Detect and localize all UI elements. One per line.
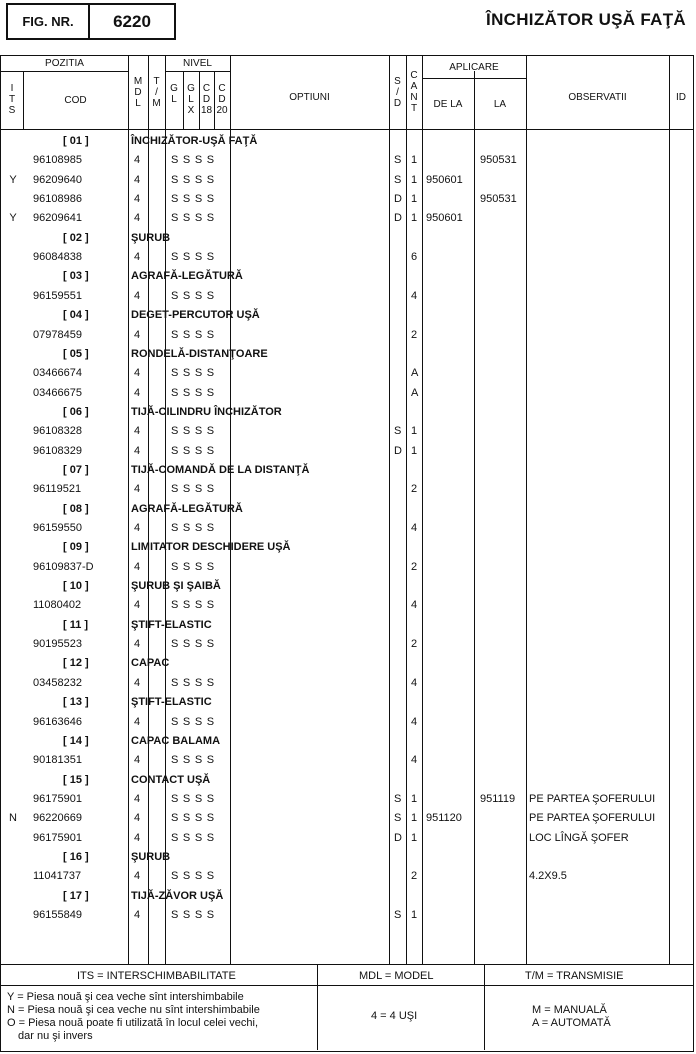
cell-mdl: 4 [134, 328, 141, 341]
cell-cod: 96108985 [33, 154, 82, 167]
figure-number-box [6, 3, 176, 40]
cell-mdl: 4 [134, 425, 141, 438]
header-its: I T S [8, 83, 16, 116]
group-title: AGRAFĂ-LEGĂTURĂ [131, 270, 243, 283]
cell-mdl: 4 [134, 193, 141, 206]
cell-mdl: 4 [134, 212, 141, 225]
group-title: DEGET-PERCUTOR UŞĂ [131, 309, 260, 322]
cell-cod: 96084838 [33, 251, 82, 264]
cell-sd: S [394, 154, 402, 167]
header-optiuni: OPTIUNI [289, 92, 330, 103]
legend-usi: 4 = 4 UŞI [371, 1010, 418, 1022]
figure-number: 6220 [113, 11, 151, 31]
table-row [1, 190, 695, 210]
cell-cant: 4 [411, 289, 418, 302]
cell-mdl: 4 [134, 812, 141, 825]
cell-cod: 03466675 [33, 386, 82, 399]
cell-nivel: SSSS [171, 444, 219, 457]
legend-o: O = Piesa nouă poate fi utilizată în locul celei vechi, [7, 1017, 259, 1029]
header-nivel-cd18: C D 18 [200, 83, 213, 116]
cell-obs: PE PARTEA ŞOFERULUI [529, 792, 656, 805]
cell-mdl: 4 [134, 870, 141, 883]
cell-its: N [9, 812, 17, 825]
group-header-row [1, 887, 695, 907]
cell-its: Y [9, 173, 17, 186]
cell-nivel: SSSS [171, 251, 219, 264]
group-title: RONDELĂ-DISTANŢOARE [131, 347, 268, 360]
group-title: TIJĂ-COMANDĂ DE LA DISTANŢĂ [131, 463, 310, 476]
cell-cod: 96108329 [33, 444, 82, 457]
header-nivel-glx: G L X [187, 83, 195, 116]
cell-cant: 2 [411, 560, 418, 573]
cell-mdl: 4 [134, 792, 141, 805]
table-row [1, 326, 695, 346]
cell-cant: 1 [411, 444, 418, 457]
cell-nivel: SSSS [171, 831, 219, 844]
group-number: [ 02 ] [63, 231, 89, 244]
group-header-row [1, 132, 695, 152]
group-number: [ 14 ] [63, 734, 89, 747]
figure-label: FIG. NR. [8, 5, 90, 38]
cell-cant: A [411, 386, 419, 399]
cell-nivel: SSSS [171, 676, 219, 689]
cell-nivel: SSSS [171, 212, 219, 225]
group-number: [ 07 ] [63, 463, 89, 476]
table-row [1, 790, 695, 810]
group-header-row [1, 403, 695, 423]
cell-cod: 03466674 [33, 367, 82, 380]
cell-cant: 6 [411, 251, 418, 264]
cell-cod: 07978459 [33, 328, 82, 341]
cell-mdl: 4 [134, 289, 141, 302]
group-title: ŞURUB [131, 850, 171, 863]
cell-nivel: SSSS [171, 193, 219, 206]
cell-cant: 1 [411, 812, 418, 825]
cell-la: 950531 [480, 154, 517, 167]
cell-obs: PE PARTEA ŞOFERULUI [529, 812, 656, 825]
parts-table [0, 55, 694, 965]
table-row [1, 248, 695, 268]
cell-mdl: 4 [134, 367, 141, 380]
header-dela: DE LA [433, 99, 463, 110]
cell-cod: 96220669 [33, 812, 82, 825]
cell-cant: 4 [411, 522, 418, 534]
cell-mdl: 4 [134, 251, 141, 264]
cell-sd: S [394, 425, 402, 438]
cell-cod: 03458232 [33, 676, 82, 689]
cell-nivel: SSSS [171, 715, 219, 728]
group-title: TIJĂ-ZĂVOR UŞĂ [131, 889, 224, 902]
cell-nivel: SSSS [171, 425, 219, 438]
cell-mdl: 4 [134, 444, 141, 457]
legend-automat: A = AUTOMATĂ [532, 1017, 611, 1029]
cell-mdl: 4 [134, 638, 141, 651]
cell-mdl: 4 [134, 483, 141, 496]
cell-cod: 11041737 [33, 870, 82, 883]
group-title: AGRAFĂ-LEGĂTURĂ [131, 502, 243, 515]
legend-y: Y = Piesa nouă şi cea veche sînt intershimbabile [7, 991, 244, 1003]
legend-n: N = Piesa nouă şi cea veche nu sînt intershimbabile [7, 1004, 260, 1016]
header-la: LA [493, 99, 507, 110]
cell-mdl: 4 [134, 676, 141, 689]
cell-cant: 1 [411, 425, 418, 438]
header-sd: S / D [393, 76, 402, 109]
group-header-row [1, 732, 695, 752]
group-number: [ 05 ] [63, 347, 89, 360]
table-row [1, 674, 695, 694]
group-number: [ 11 ] [63, 618, 89, 631]
cell-nivel: SSSS [171, 754, 219, 767]
cell-cant: 1 [411, 212, 418, 225]
header-tm: T / M [152, 76, 161, 109]
group-header-row [1, 654, 695, 674]
cell-la: 950531 [480, 193, 517, 206]
group-title: ÎNCHIZĂTOR-UŞĂ FAŢĂ [131, 135, 258, 147]
legend-mdl: MDL = MODEL [359, 970, 434, 982]
table-row [1, 713, 695, 733]
cell-cant: A [411, 367, 419, 380]
table-row [1, 751, 695, 771]
cell-mdl: 4 [134, 599, 141, 612]
cell-cant: 1 [411, 909, 418, 921]
cell-nivel: SSSS [171, 367, 219, 380]
group-number: [ 06 ] [63, 405, 89, 418]
group-header-row [1, 538, 695, 558]
group-header-row [1, 461, 695, 481]
header-nivel-cd20: C D 20 [216, 83, 228, 116]
header-observatii: OBSERVATII [568, 92, 627, 103]
cell-cant: 1 [411, 792, 418, 805]
header-id: ID [676, 92, 686, 103]
header-nivel: NIVEL [183, 58, 212, 69]
group-header-row [1, 771, 695, 791]
cell-nivel: SSSS [171, 173, 219, 186]
cell-cant: 1 [411, 154, 418, 167]
cell-nivel: SSSS [171, 599, 219, 612]
group-number: [ 13 ] [63, 696, 89, 709]
group-title: TIJĂ-CILINDRU ÎNCHIZĂTOR [131, 405, 282, 418]
cell-cant: 1 [411, 831, 418, 844]
cell-nivel: SSSS [171, 909, 219, 921]
cell-mdl: 4 [134, 154, 141, 167]
table-row [1, 906, 695, 926]
cell-mdl: 4 [134, 386, 141, 399]
cell-sd: D [394, 212, 402, 225]
cell-obs: 4.2X9.5 [529, 870, 567, 883]
group-header-row [1, 616, 695, 636]
cell-cod: 90181351 [33, 754, 82, 767]
cell-nivel: SSSS [171, 812, 219, 825]
group-title: ŞURUB ŞI ŞAIBĂ [131, 580, 221, 593]
group-header-row [1, 577, 695, 597]
cell-nivel: SSSS [171, 792, 219, 805]
cell-la: 951119 [480, 792, 516, 805]
cell-nivel: SSSS [171, 386, 219, 399]
table-row [1, 480, 695, 500]
group-header-row [1, 693, 695, 713]
cell-cod: 96209641 [33, 212, 82, 225]
cell-dela: 950601 [426, 173, 463, 186]
cell-mdl: 4 [134, 831, 141, 844]
group-header-row [1, 267, 695, 287]
cell-nivel: SSSS [171, 522, 219, 534]
cell-sd: D [394, 444, 402, 457]
group-title: ŞURUB [131, 231, 171, 244]
cell-cod: 96119521 [33, 483, 82, 496]
group-title: CAPAC BALAMA [131, 734, 221, 747]
group-title: ŞTIFT-ELASTIC [131, 618, 212, 631]
cell-cod: 96155849 [33, 909, 82, 921]
table-row [1, 809, 695, 829]
table-row [1, 558, 695, 578]
group-title: ŞTIFT-ELASTIC [131, 696, 212, 709]
cell-nivel: SSSS [171, 154, 219, 167]
cell-sd: S [394, 909, 402, 921]
group-number: [ 09 ] [63, 541, 89, 554]
cell-cod: 96108986 [33, 193, 82, 206]
cell-cant: 4 [411, 715, 418, 728]
cell-cod: 96175901 [33, 831, 82, 844]
table-row [1, 867, 695, 887]
header-cod: COD [64, 95, 87, 106]
cell-cod: 96159551 [33, 289, 82, 302]
cell-cod: 96108328 [33, 425, 82, 438]
header-nivel-gl: G L [170, 83, 178, 105]
table-row [1, 287, 695, 307]
cell-sd: S [394, 173, 402, 186]
legend-o-continued: dar nu şi invers [18, 1030, 93, 1042]
cell-nivel: SSSS [171, 560, 219, 573]
group-number: [ 03 ] [63, 270, 89, 283]
group-header-row [1, 229, 695, 249]
cell-sd: S [394, 812, 402, 825]
table-row [1, 171, 695, 191]
cell-nivel: SSSS [171, 483, 219, 496]
cell-cod: 96209640 [33, 173, 82, 186]
group-title: CAPAC [131, 657, 170, 670]
cell-mdl: 4 [134, 560, 141, 573]
table-row [1, 364, 695, 384]
group-header-row [1, 345, 695, 365]
header-pozitia: POZITIA [45, 58, 84, 69]
header-mdl: M D L [133, 76, 143, 109]
table-row [1, 384, 695, 404]
group-header-row [1, 848, 695, 868]
table-row [1, 635, 695, 655]
group-header-row [1, 306, 695, 326]
group-number: [ 04 ] [63, 309, 89, 322]
cell-cod: 96109837-D [33, 560, 94, 573]
table-row [1, 519, 695, 539]
cell-mdl: 4 [134, 754, 141, 767]
cell-dela: 950601 [426, 212, 463, 225]
group-number: [ 17 ] [63, 889, 89, 902]
cell-cant: 4 [411, 599, 418, 612]
cell-cant: 1 [411, 173, 418, 186]
cell-mdl: 4 [134, 715, 141, 728]
table-row [1, 442, 695, 462]
cell-mdl: 4 [134, 173, 141, 186]
group-title: LIMITATOR DESCHIDERE UŞĂ [131, 541, 291, 554]
cell-cant: 1 [411, 193, 418, 206]
cell-nivel: SSSS [171, 870, 219, 883]
cell-cant: 2 [411, 328, 418, 341]
table-row [1, 829, 695, 849]
legend [0, 965, 694, 1052]
group-title: CONTACT UŞĂ [131, 773, 211, 786]
group-number: [ 10 ] [63, 580, 89, 593]
page-title: ÎNCHIZĂTOR UŞĂ FAŢĂ [486, 10, 686, 29]
cell-cant: 4 [411, 754, 418, 767]
cell-cod: 96159550 [33, 522, 82, 534]
cell-dela: 951120 [426, 812, 462, 825]
group-header-row [1, 500, 695, 520]
group-number: [ 12 ] [63, 657, 89, 670]
table-row [1, 596, 695, 616]
cell-sd: D [394, 193, 402, 206]
cell-nivel: SSSS [171, 328, 219, 341]
cell-cod: 96163646 [33, 715, 82, 728]
cell-cant: 2 [411, 638, 418, 651]
group-number: [ 16 ] [63, 850, 89, 863]
cell-obs: LOC LÎNGĂ ŞOFER [529, 831, 629, 844]
group-number: [ 01 ] [63, 135, 89, 147]
cell-cant: 4 [411, 676, 418, 689]
cell-cod: 11080402 [33, 599, 82, 612]
table-row [1, 151, 695, 171]
cell-its: Y [9, 212, 17, 225]
cell-sd: D [394, 831, 402, 844]
cell-cant: 2 [411, 483, 418, 496]
cell-sd: S [394, 792, 402, 805]
header-aplicare: APLICARE [449, 62, 499, 73]
legend-tm: T/M = TRANSMISIE [525, 970, 624, 982]
cell-cant: 2 [411, 870, 418, 883]
table-row [1, 209, 695, 229]
cell-mdl: 4 [134, 909, 141, 921]
cell-cod: 90195523 [33, 638, 82, 651]
cell-nivel: SSSS [171, 638, 219, 651]
group-number: [ 08 ] [63, 502, 89, 515]
legend-its: ITS = INTERSCHIMBABILITATE [77, 970, 236, 982]
cell-mdl: 4 [134, 522, 141, 534]
table-row [1, 422, 695, 442]
group-number: [ 15 ] [63, 773, 89, 786]
legend-manual: M = MANUALĂ [532, 1004, 607, 1016]
header-cant: C A N T [410, 70, 418, 114]
cell-nivel: SSSS [171, 289, 219, 302]
cell-cod: 96175901 [33, 792, 82, 805]
